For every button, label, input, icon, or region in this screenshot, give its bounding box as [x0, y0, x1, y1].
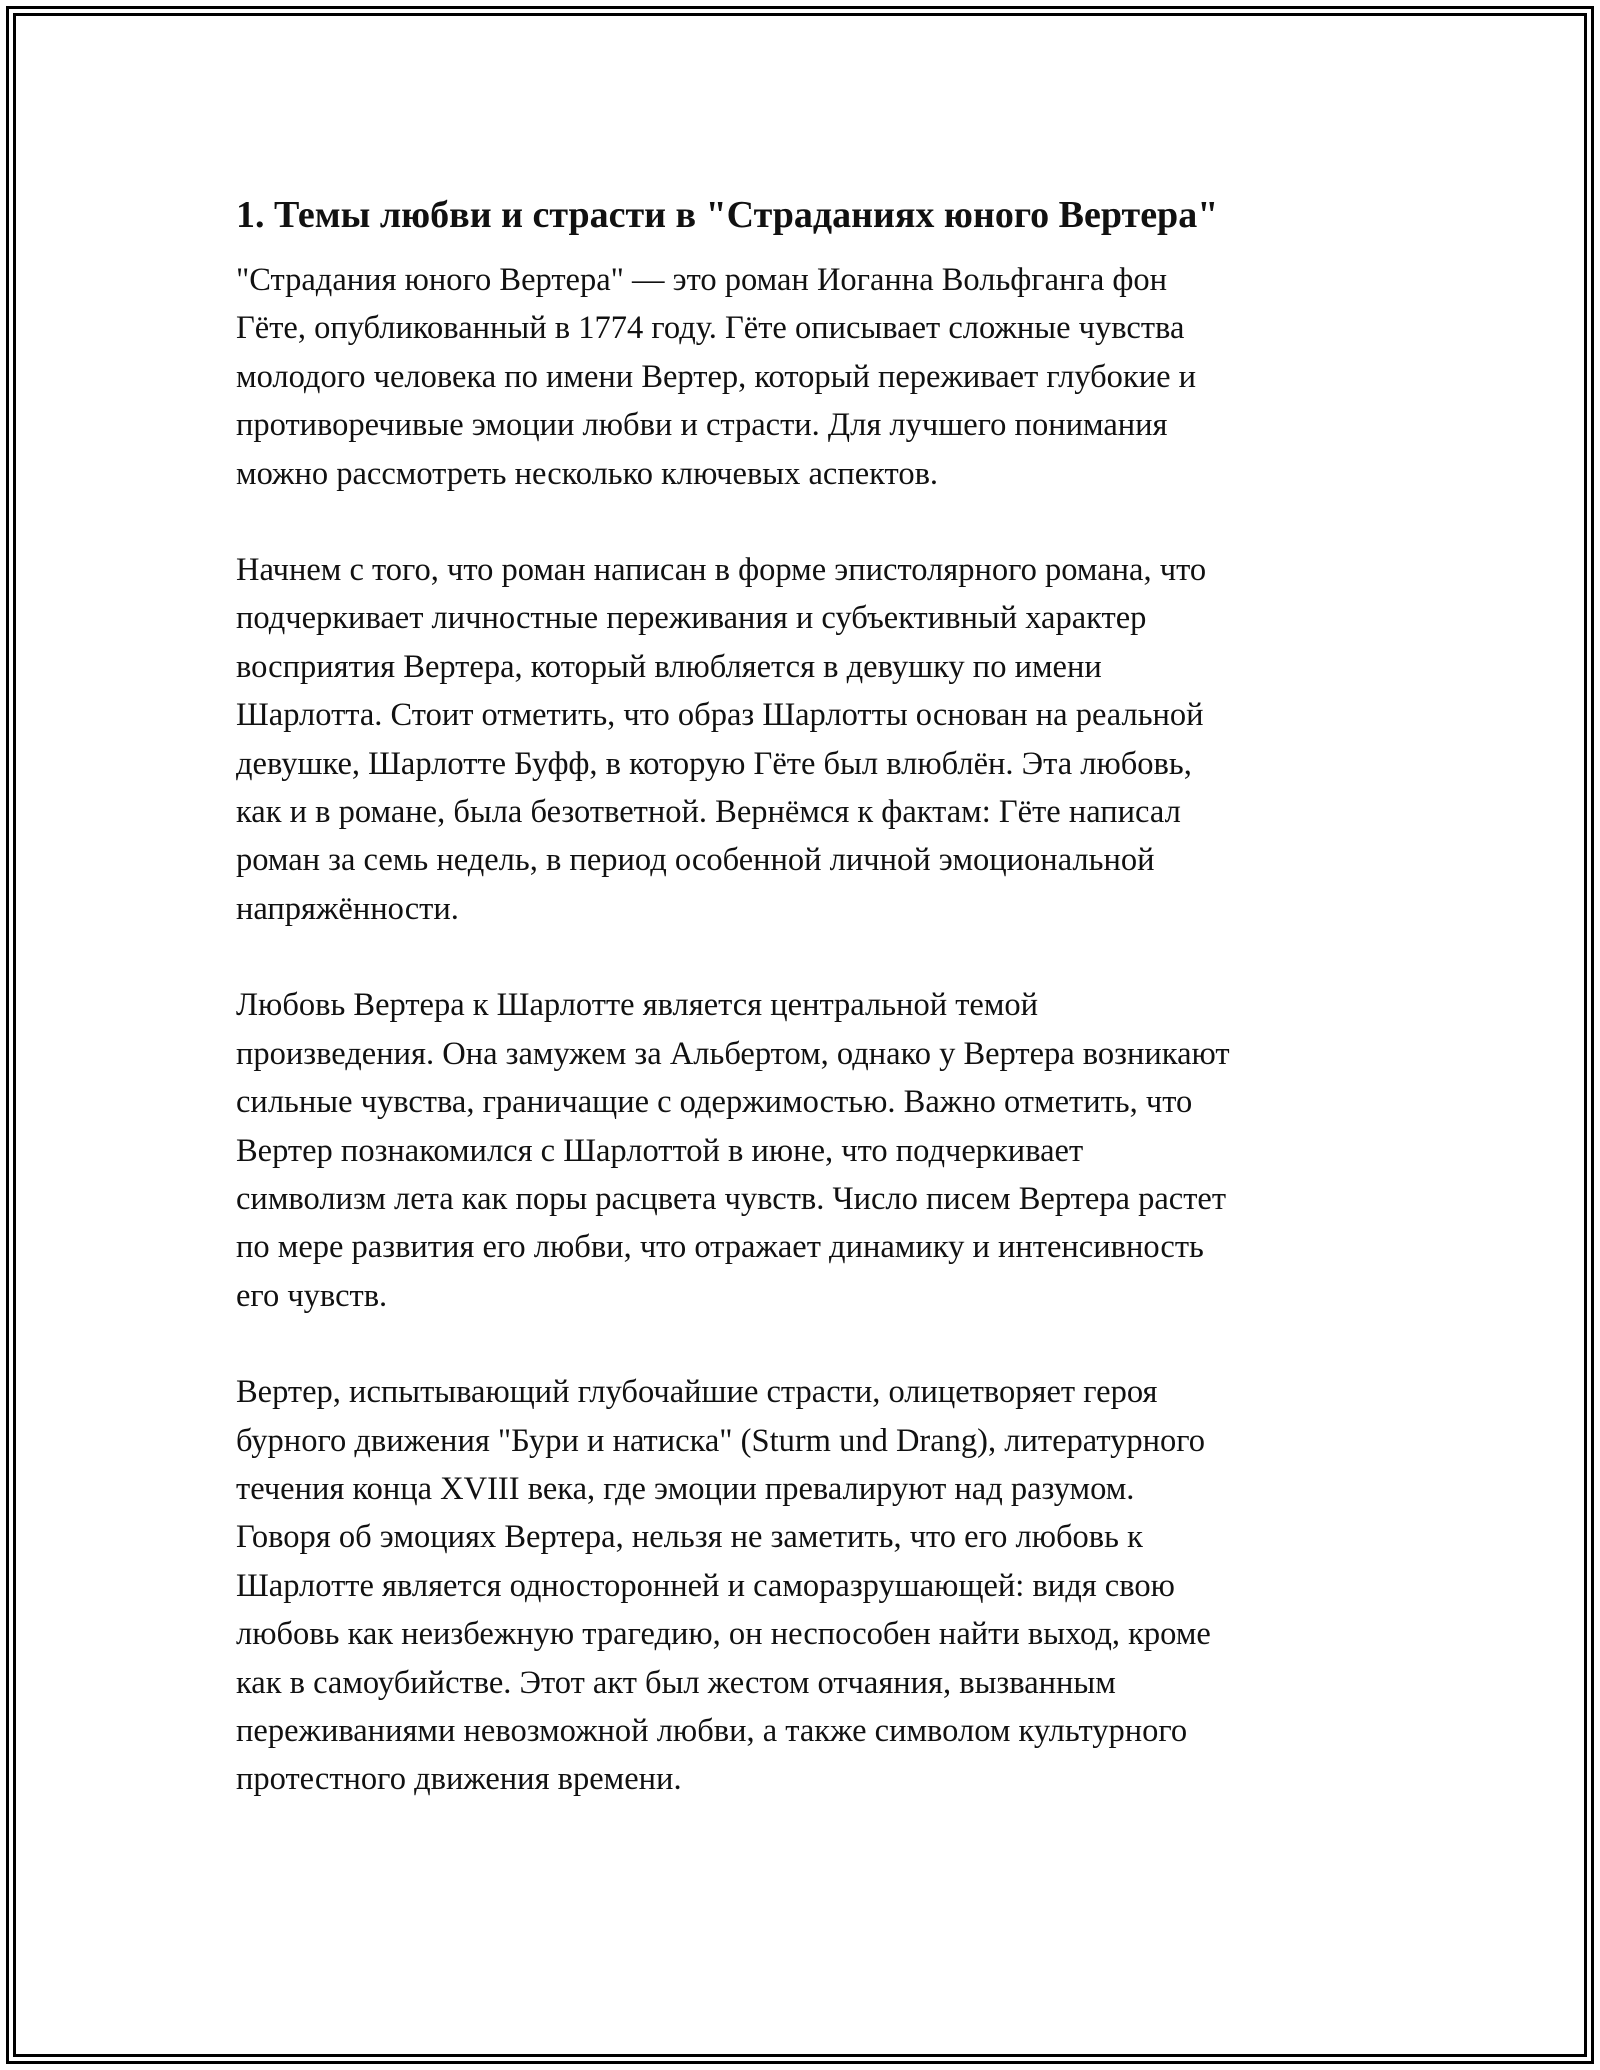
paragraph-intro: "Страдания юного Вертера" — это роман Иоганна Вольфганга фон Гёте, опубликованный в 1774 году. Гёте описывает сложные чувства молодого человека по имени Вертер, который переживает глубокие и противоречивые эмоции любви и страсти. Для лучшего понимания можно рассмотреть несколько ключевых аспектов. [236, 262, 1197, 492]
paragraph-epistolary-form: Начнем с того, что роман написан в форме эпистолярного романа, что подчеркивает личностные переживания и субъективный характер восприятия Вертера, который влюбляется в девушку по имени Шарлотта. Стоит отметить, что образ Шарлотты основан на реальной девушке, Шарлотте Буфф, в которую Гёте был влюблён. Эта любовь, как и в романе, была безответной. Вернёмся к фактам: Гёте написал роман за семь недель, в период особенной личной эмоциональной напряжённости. [236, 552, 1207, 927]
document-page [236, 192, 1386, 1852]
section-heading: 1. Темы любви и страсти в "Страданиях юного Вертера" [236, 194, 1219, 236]
paragraph-sturm-und-drang: Вертер, испытывающий глубочайшие страсти, олицетворяет героя бурного движения "Бури и натиска" (Sturm und Drang), литературного течения конца XVIII века, где эмоции превалируют над разумом. Говоря об эмоциях Вертера, нельзя не заметить, что его любовь к Шарлотте является односторонней и саморазрушающей: видя свою любовь как неизбежную трагедию, он неспособен найти выход, кроме как в самоубийстве. Этот акт был жестом отчаяния, вызванным переживаниями невозможной любви, а также символом культурного протестного движения времени. [236, 1374, 1211, 1798]
paragraph-central-theme: Любовь Вертера к Шарлотте является центральной темой произведения. Она замужем за Альбертом, однако у Вертера возникают сильные чувства, граничащие с одержимостью. Важно отметить, что Вертер познакомился с Шарлоттой в июне, что подчеркивает символизм лета как поры расцвета чувств. Число писем Вертера растет по мере развития его любви, что отражает динамику и интенсивность его чувств. [236, 987, 1230, 1314]
